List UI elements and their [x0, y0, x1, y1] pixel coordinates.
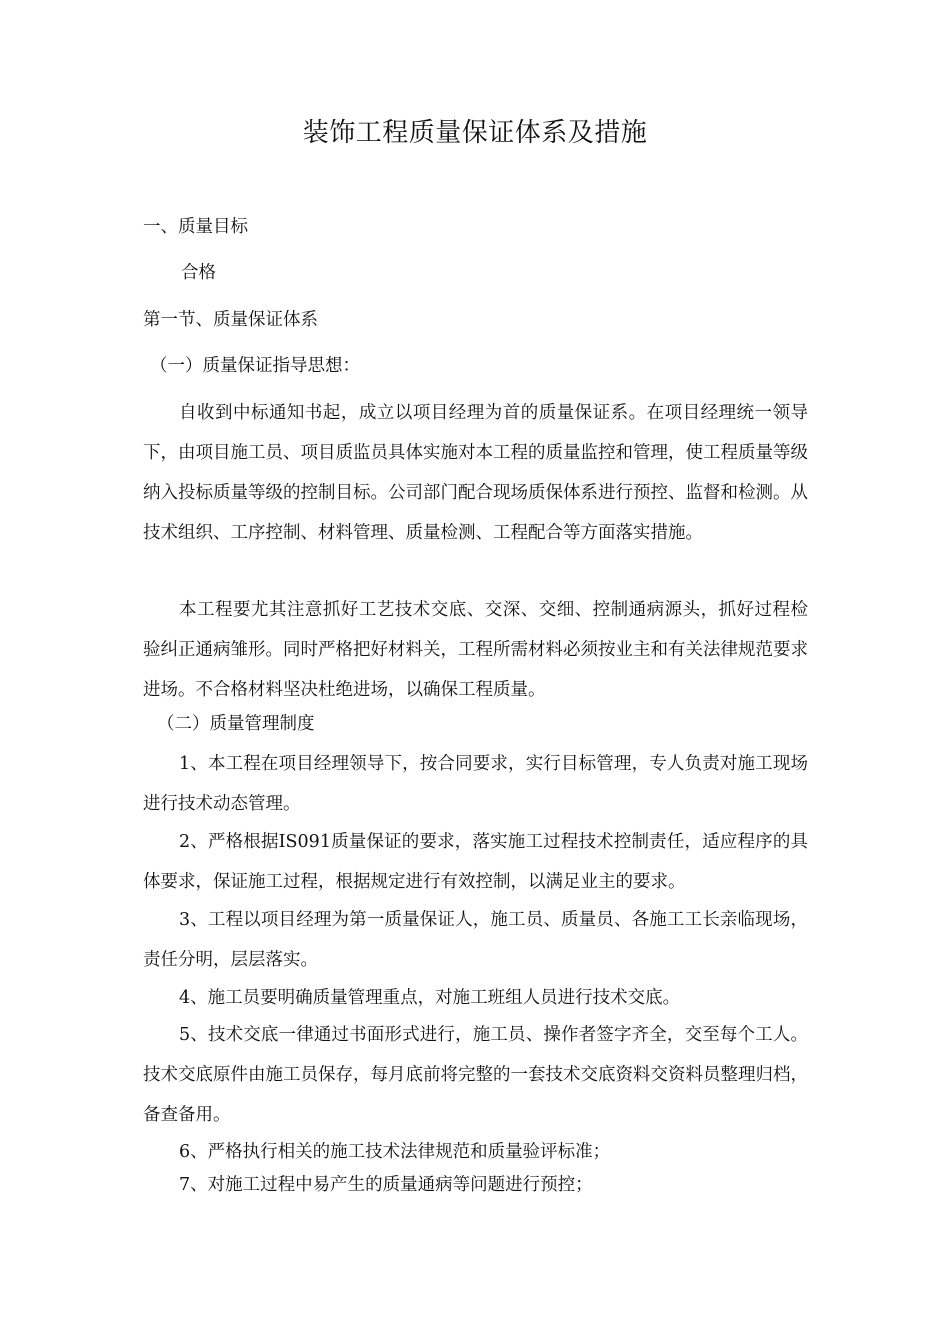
quality-goal-value: 合格	[181, 263, 216, 283]
document-title: 装饰工程质量保证体系及措施	[302, 118, 648, 148]
section-heading-quality-system: 第一节、质量保证体系	[143, 310, 318, 330]
list-item-5: 5、技术交底一律通过书面形式进行，施工员、操作者签字齐全，交至每个工人。技术交底原件由施工员保存，每月底前将完整的一套技术交底资料交资料员整理归档，备查备用。	[143, 1025, 808, 1125]
subsection-heading-guiding-idea: （一）质量保证指导思想：	[150, 356, 360, 376]
list-item-1: 1、本工程在项目经理领导下，按合同要求，实行目标管理，专人负责对施工现场进行技术动态管理。	[143, 754, 808, 814]
section-heading-quality-goal: 一、质量目标	[143, 217, 248, 237]
paragraph-process-control: 本工程要尤其注意抓好工艺技术交底、交深、交细、控制通病源头，抓好过程检验纠正通病雏形。同时严格把好材料关，工程所需材料必须按业主和有关法律规范要求进场。不合格材料坚决杜绝进场，以确保工程质量。	[143, 600, 808, 700]
paragraph-guiding-idea: 自收到中标通知书起，成立以项目经理为首的质量保证系。在项目经理统一领导下，由项目施工员、项目质监员具体实施对本工程的质量监控和管理，使工程质量等级纳入投标质量等级的控制目标。公司部门配合现场质保体系进行预控、监督和检测。从技术组织、工序控制、材料管理、质量检测、工程配合等方面落实措施。	[143, 403, 808, 543]
list-item-3: 3、工程以项目经理为第一质量保证人，施工员、质量员、各施工工长亲临现场，责任分明，层层落实。	[143, 910, 808, 970]
list-item-4: 4、施工员要明确质量管理重点，对施工班组人员进行技术交底。	[179, 988, 681, 1008]
list-item-2: 2、严格根据IS091质量保证的要求，落实施工过程技术控制责任，适应程序的具体要求，保证施工过程，根据规定进行有效控制，以满足业主的要求。	[143, 832, 808, 892]
list-item-7: 7、对施工过程中易产生的质量通病等问题进行预控；	[179, 1175, 593, 1195]
subsection-heading-management-system: （二）质量管理制度	[157, 714, 315, 734]
list-item-6: 6、严格执行相关的施工技术法律规范和质量验评标准；	[179, 1142, 611, 1162]
